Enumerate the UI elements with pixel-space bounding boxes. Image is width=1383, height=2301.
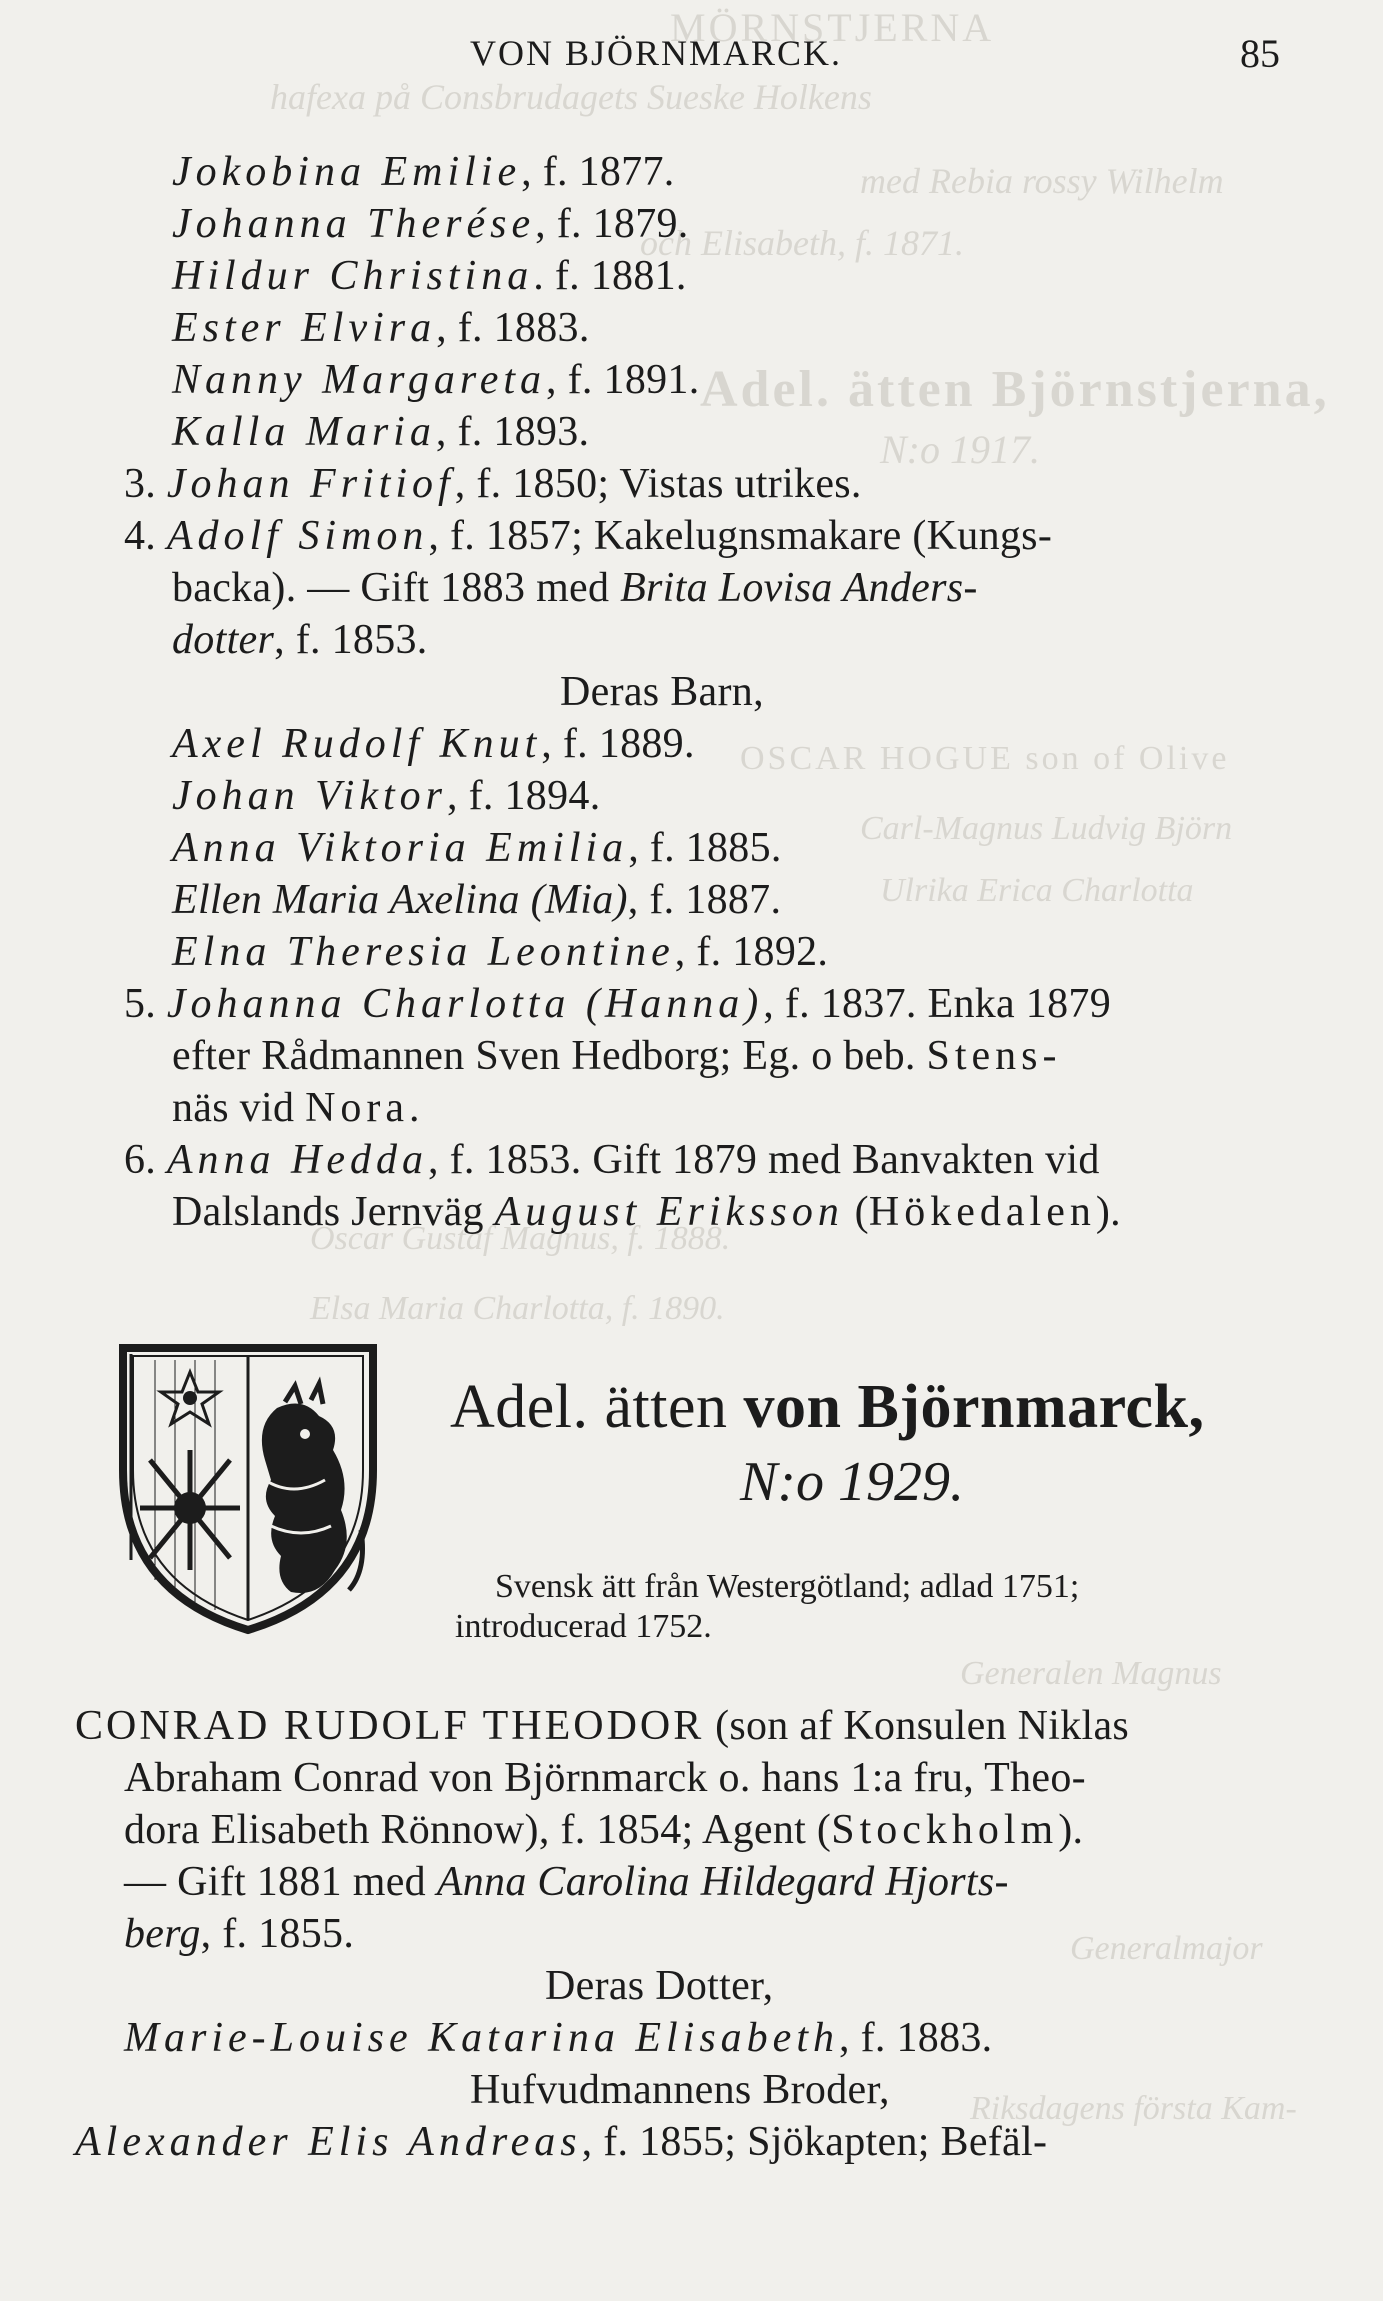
entry-text: Dalslands Jernväg <box>172 1189 495 1235</box>
body-text: (son af Konsulen Niklas <box>704 1703 1130 1749</box>
person-name: Johan Fritiof <box>166 461 455 507</box>
family-number-label: N:o 1929. <box>740 1451 964 1513</box>
body-text: , f. 1883. <box>839 2015 993 2061</box>
section-heading <box>545 1960 773 2012</box>
person-name: Jokobina Emilie <box>172 149 522 195</box>
entry-text: Deras Barn, <box>560 669 764 715</box>
place-name: Hökedalen <box>868 1189 1096 1235</box>
person-name: berg <box>124 1911 201 1957</box>
body-line <box>124 1908 354 1960</box>
bleed-text: OSCAR HOGUE son of Olive <box>740 740 1230 777</box>
body-text: , f. 1855; Sjökapten; Befäl- <box>581 2119 1048 2165</box>
entry-line <box>124 458 862 510</box>
entry-text: , f. 1891. <box>546 357 700 403</box>
entry-line <box>124 978 1111 1030</box>
body-text: dora Elisabeth Rönnow), f. 1854; Agent ( <box>124 1807 832 1853</box>
entry-line <box>172 770 601 822</box>
body-text: Hufvudmannens Broder, <box>470 2067 890 2113</box>
person-name: Elna Theresia Leontine <box>172 929 675 975</box>
person-name: Hildur Christina <box>172 253 534 299</box>
entry-text: backa). — Gift 1883 med <box>172 565 621 611</box>
entry-text: , f. 1894. <box>447 773 601 819</box>
entry-text: , f. 1893. <box>435 409 590 455</box>
person-name: Johanna Therése <box>172 201 536 247</box>
bleed-text: Generalen Magnus <box>960 1655 1222 1692</box>
entry-text: efter Rådmannen Sven Hedborg; Eg. o beb. <box>172 1033 927 1079</box>
entry-number: 3. <box>124 461 167 507</box>
entry-text: . <box>409 1085 420 1131</box>
bleed-text: Generalmajor <box>1070 1930 1263 1967</box>
entry-line <box>172 822 782 874</box>
entry-text: , f. 1837. Enka 1879 <box>763 981 1112 1027</box>
bleed-text: Elsa Maria Charlotta, f. 1890. <box>310 1290 725 1327</box>
person-name: Ester Elvira <box>172 305 437 351</box>
body-line <box>75 1700 1129 1752</box>
person-name: dotter <box>172 617 275 663</box>
section-heading <box>560 666 764 718</box>
body-text: Abraham Conrad von Björnmarck o. hans 1:a fru, Theo- <box>124 1755 1086 1801</box>
entry-line <box>172 354 700 406</box>
entry-line <box>172 146 675 198</box>
person-name: August Eriksson <box>494 1189 844 1235</box>
body-text: ). <box>1058 1807 1084 1853</box>
entry-text: , f. 1850; Vistas utrikes. <box>454 461 862 507</box>
entry-line <box>172 1030 1062 1082</box>
entry-text: , f. 1883. <box>436 305 590 351</box>
person-name: Ellen Maria Axelina (Mia) <box>172 877 628 923</box>
family-title <box>450 1372 1205 1443</box>
entry-line <box>172 302 590 354</box>
body-text: — Gift 1881 med <box>124 1859 437 1905</box>
family-number <box>740 1450 964 1514</box>
entry-number: 5. <box>124 981 167 1027</box>
person-name: Alexander Elis Andreas <box>75 2119 582 2165</box>
body-line <box>75 2116 1047 2168</box>
body-text: , f. 1855. <box>200 1911 355 1957</box>
bleed-text: N:o 1917. <box>880 427 1040 472</box>
body-line <box>124 1804 1083 1856</box>
bleed-text: Riksdagens första Kam- <box>970 2090 1297 2127</box>
bleed-text: Oscar Gustaf Magnus, f. 1888. <box>310 1220 731 1257</box>
person-name: Anna Hedda <box>166 1137 429 1183</box>
person-name: Johan Viktor <box>172 773 448 819</box>
head-name: CONRAD RUDOLF THEODOR <box>75 1703 705 1749</box>
entry-line <box>172 198 689 250</box>
entry-line <box>172 614 428 666</box>
entry-text: , f. 1892. <box>674 929 829 975</box>
person-name: Marie-Louise Katarina Elisabeth <box>124 2015 839 2061</box>
entry-number: 4. <box>124 513 167 559</box>
person-name: Anna Viktoria Emilia <box>172 825 629 871</box>
entry-line <box>172 1186 1121 1238</box>
entry-text: . f. 1881. <box>533 253 687 299</box>
entry-text: , f. 1889. <box>541 721 695 767</box>
entry-text: , f. 1877. <box>521 149 675 195</box>
entry-text: , f. 1857; Kakelugnsmakare (Kungs- <box>428 513 1053 559</box>
entry-text: näs vid <box>172 1085 306 1131</box>
place-name: Stockholm <box>831 1807 1059 1853</box>
person-name: Kalla Maria <box>172 409 436 455</box>
entry-line <box>124 510 1052 562</box>
family-origin: introducerad 1752. <box>455 1608 712 1645</box>
body-line <box>124 1752 1086 1804</box>
entry-text: , f. 1885. <box>628 825 782 871</box>
body-line <box>124 1856 1009 1908</box>
person-name: Nanny Margareta <box>172 357 547 403</box>
page-number: 85 <box>1240 31 1280 76</box>
person-name: Brita Lovisa Anders- <box>620 565 978 611</box>
bleed-text: Ulrika Erica Charlotta <box>880 872 1194 909</box>
family-title-prefix: Adel. ätten <box>450 1373 744 1441</box>
entry-line <box>172 562 978 614</box>
person-name: Axel Rudolf Knut <box>172 721 542 767</box>
entry-line <box>172 926 828 978</box>
bleed-text: med Rebia rossy Wilhelm <box>860 161 1224 201</box>
entry-text: , f. 1853. <box>274 617 428 663</box>
entry-text: ). <box>1095 1189 1121 1235</box>
entry-line <box>172 718 695 770</box>
entry-text: , f. 1853. Gift 1879 med Banvakten vid <box>428 1137 1100 1183</box>
family-title-name: von Björnmarck, <box>743 1373 1205 1441</box>
entry-line <box>172 874 781 926</box>
entry-line <box>172 406 589 458</box>
bleed-text: MÖRNSTJERNA <box>670 5 995 50</box>
person-name: Anna Carolina Hildegard Hjorts- <box>436 1859 1009 1905</box>
entry-text: ( <box>843 1189 869 1235</box>
entry-line <box>124 1134 1100 1186</box>
entry-line <box>172 250 687 302</box>
bleed-text: Carl-Magnus Ludvig Björn <box>860 810 1233 847</box>
entry-text: , f. 1887. <box>627 877 782 923</box>
bleed-text: hafexa på Consbrudagets Sueske Holkens <box>270 77 872 117</box>
place-name: Nora <box>305 1085 410 1131</box>
running-header: VON BJÖRNMARCK. <box>470 33 843 73</box>
entry-text: , f. 1879. <box>535 201 689 247</box>
coat-of-arms <box>105 1330 390 1640</box>
person-name: Johanna Charlotta (Hanna) <box>166 981 764 1027</box>
bleed-text: och Elisabeth, f. 1871. <box>640 223 964 263</box>
section-heading <box>470 2064 890 2116</box>
body-line <box>124 2012 993 2064</box>
family-origin: Svensk ätt från Westergötland; adlad 1751; <box>495 1568 1080 1605</box>
bleed-text: Adel. ätten Björnstjerna, <box>700 361 1330 418</box>
entry-number: 6. <box>124 1137 167 1183</box>
entry-line <box>172 1082 420 1134</box>
place-name: Stens- <box>926 1033 1062 1079</box>
person-name: Adolf Simon <box>166 513 429 559</box>
body-text: Deras Dotter, <box>545 1963 774 2009</box>
